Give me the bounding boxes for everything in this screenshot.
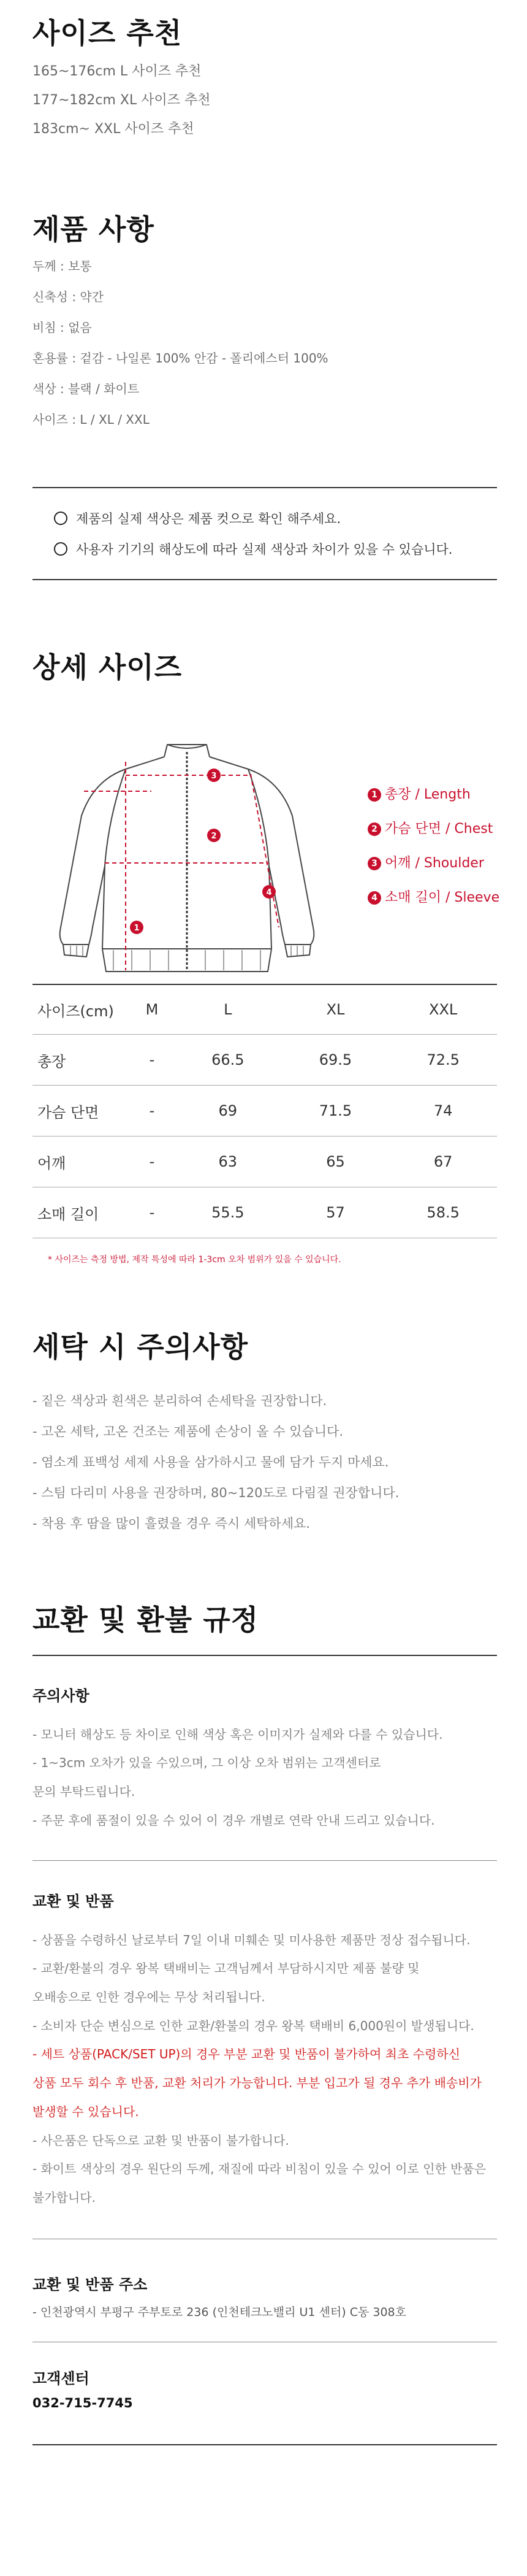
exchange-line: - 상품을 수령하신 날로부터 7일 이내 미훼손 및 미사용한 제품만 정상 접수됩니다. bbox=[32, 1933, 471, 1947]
table-cell: 63 bbox=[174, 1137, 282, 1187]
exchange-line: - 소비자 단순 변심으로 인한 교환/환불의 경우 왕복 택배비 6,000원이 발생됩니다. bbox=[32, 2018, 474, 2033]
set-product-warning-line: - 세트 상품(PACK/SET UP)의 경우 부분 교환 및 반품이 불가하여 최초 수령하신 bbox=[32, 2047, 460, 2061]
exchange-line: 오배송으로 인한 경우에는 무상 처리됩니다. bbox=[32, 1990, 265, 2004]
set-product-warning-line: 발생할 수 있습니다. bbox=[32, 2104, 139, 2119]
diagram-marker-label: 1 bbox=[134, 924, 140, 933]
table-row bbox=[32, 1137, 497, 1187]
notice-item: 사용자 기기의 해상도에 따라 실제 색상과 차이가 있을 수 있습니다. bbox=[54, 540, 452, 558]
product-info-line: 신축성 : 약간 bbox=[32, 289, 104, 304]
caution-title: 주의사항 bbox=[32, 1687, 89, 1704]
notice-item: 제품의 실제 색상은 제품 컷으로 확인 해주세요. bbox=[54, 509, 341, 527]
size-recommend-line: 177~182cm XL 사이즈 추천 bbox=[32, 93, 211, 108]
table-cell: 소매 길이 bbox=[32, 1187, 130, 1238]
product-info-line: 비침 : 없음 bbox=[32, 320, 92, 335]
table-cell: - bbox=[130, 1035, 174, 1086]
circle-bullet-icon bbox=[54, 542, 67, 556]
wash-line: - 짙은 색상과 흰색은 분리하여 손세탁을 권장합니다. bbox=[32, 1393, 327, 1408]
table-row bbox=[32, 1187, 497, 1238]
caution-line: - 1~3cm 오차가 있을 수있으며, 그 이상 오차 범위는 고객센터로 bbox=[32, 1755, 381, 1770]
size-recommend-title: 사이즈 추천 bbox=[32, 17, 183, 50]
size-column-header: L bbox=[174, 984, 282, 1035]
table-cell: 가슴 단면 bbox=[32, 1086, 130, 1137]
table-cell: 67 bbox=[389, 1137, 497, 1187]
caution-line: - 모니터 해상도 등 차이로 인해 색상 혹은 이미지가 실제와 다를 수 있습니다. bbox=[32, 1727, 443, 1742]
exchange-divider bbox=[32, 1655, 497, 1656]
table-cell: 69 bbox=[174, 1086, 282, 1137]
wash-title: 세탁 시 주의사항 bbox=[32, 1330, 249, 1363]
diagram-marker-label: 4 bbox=[266, 888, 272, 897]
legend-item-length: 1 총장 / Length bbox=[368, 784, 471, 803]
diagram-marker-label: 3 bbox=[211, 772, 217, 781]
size-column-header: M bbox=[130, 984, 174, 1035]
table-cell: 57 bbox=[282, 1187, 390, 1238]
address-title: 교환 및 반품 주소 bbox=[32, 2276, 148, 2293]
table-cell: 65 bbox=[282, 1137, 390, 1187]
table-cell: 72.5 bbox=[389, 1035, 497, 1086]
product-info-line: 두께 : 보통 bbox=[32, 259, 92, 274]
legend-item-sleeve: 4 소매 길이 / Sleeve bbox=[368, 887, 499, 906]
product-info-line: 사이즈 : L / XL / XXL bbox=[32, 412, 150, 427]
exchange-title: 교환 및 환불 규정 bbox=[32, 1603, 259, 1636]
product-info-line: 색상 : 블랙 / 화이트 bbox=[32, 381, 140, 396]
table-cell: 58.5 bbox=[389, 1187, 497, 1238]
product-info-title: 제품 사항 bbox=[32, 213, 154, 246]
exchange-line: - 교환/환불의 경우 왕복 택배비는 고객님께서 부담하시지만 제품 불량 및 bbox=[32, 1961, 420, 1976]
wash-line: - 스팀 다리미 사용을 권장하며, 80~120도로 다림질 권장합니다. bbox=[32, 1485, 400, 1500]
product-info-line: 혼용률 : 겉감 - 나일론 100% 안감 - 폴리에스터 100% bbox=[32, 351, 328, 366]
wash-line: - 착용 후 땀을 많이 흘렸을 경우 즉시 세탁하세요. bbox=[32, 1516, 311, 1531]
table-cell: 66.5 bbox=[174, 1035, 282, 1086]
size-detail-title: 상세 사이즈 bbox=[32, 651, 183, 684]
table-cell: 74 bbox=[389, 1086, 497, 1137]
size-column-header: 사이즈(cm) bbox=[32, 984, 130, 1035]
table-cell: 어깨 bbox=[32, 1137, 130, 1187]
table-cell: 총장 bbox=[32, 1035, 130, 1086]
caution-line: - 주문 후에 품절이 있을 수 있어 이 경우 개별로 연락 안내 드리고 있습니다. bbox=[32, 1813, 435, 1828]
size-recommend-line: 165~176cm L 사이즈 추천 bbox=[32, 64, 202, 79]
size-table bbox=[32, 984, 497, 1238]
exchange-line: - 사은품은 단독으로 교환 및 반품이 불가합니다. bbox=[32, 2133, 289, 2148]
circle-bullet-icon bbox=[54, 512, 67, 525]
table-row bbox=[32, 1086, 497, 1137]
table-cell: - bbox=[130, 1187, 174, 1238]
notice-bottom-divider bbox=[32, 579, 497, 580]
diagram-marker-label: 2 bbox=[211, 832, 217, 841]
wash-line: - 고온 세탁, 고온 건조는 제품에 손상이 올 수 있습니다. bbox=[32, 1424, 344, 1439]
bottom-divider bbox=[32, 2444, 497, 2445]
set-product-warning-line: 상품 모두 회수 후 반품, 교환 처리가 가능합니다. 부분 입고가 될 경우 추가 배송비가 bbox=[32, 2076, 482, 2090]
size-table-note: * 사이즈는 측정 방법, 제작 특성에 따라 1-3cm 오차 범위가 있을 수 있습니다. bbox=[48, 1255, 341, 1265]
wash-line: - 염소계 표백성 세제 사용을 삼가하시고 물에 담가 두지 마세요. bbox=[32, 1455, 389, 1470]
exchange-return-title: 교환 및 반품 bbox=[32, 1893, 114, 1910]
table-cell: 69.5 bbox=[282, 1035, 390, 1086]
legend-item-shoulder: 3 어깨 / Shoulder bbox=[368, 853, 484, 872]
return-address: - 인천광역시 부평구 주부토로 236 (인천테크노밸리 U1 센터) C동 308호 bbox=[32, 2306, 406, 2319]
notice-top-divider bbox=[32, 487, 497, 488]
table-cell: 55.5 bbox=[174, 1187, 282, 1238]
table-cell: - bbox=[130, 1086, 174, 1137]
size-column-header: XXL bbox=[389, 984, 497, 1035]
table-cell: - bbox=[130, 1137, 174, 1187]
jacket-diagram bbox=[52, 743, 322, 979]
exchange-line: 불가합니다. bbox=[32, 2190, 96, 2205]
size-column-header: XL bbox=[282, 984, 390, 1035]
legend-item-chest: 2 가슴 단면 / Chest bbox=[368, 818, 493, 837]
exchange-line: - 화이트 색상의 경우 원단의 두께, 재질에 따라 비침이 있을 수 있어 이로 인한 반품은 bbox=[32, 2161, 487, 2176]
table-cell: 71.5 bbox=[282, 1086, 390, 1137]
customer-center-title: 고객센터 bbox=[32, 2370, 89, 2387]
size-table-header bbox=[32, 984, 497, 1035]
caution-line: 문의 부탁드립니다. bbox=[32, 1784, 135, 1799]
table-row bbox=[32, 1035, 497, 1086]
exchange-section-divider bbox=[32, 1860, 497, 1861]
customer-center-phone: 032-715-7745 bbox=[32, 2396, 133, 2410]
size-recommend-line: 183cm~ XXL 사이즈 추천 bbox=[32, 121, 194, 137]
